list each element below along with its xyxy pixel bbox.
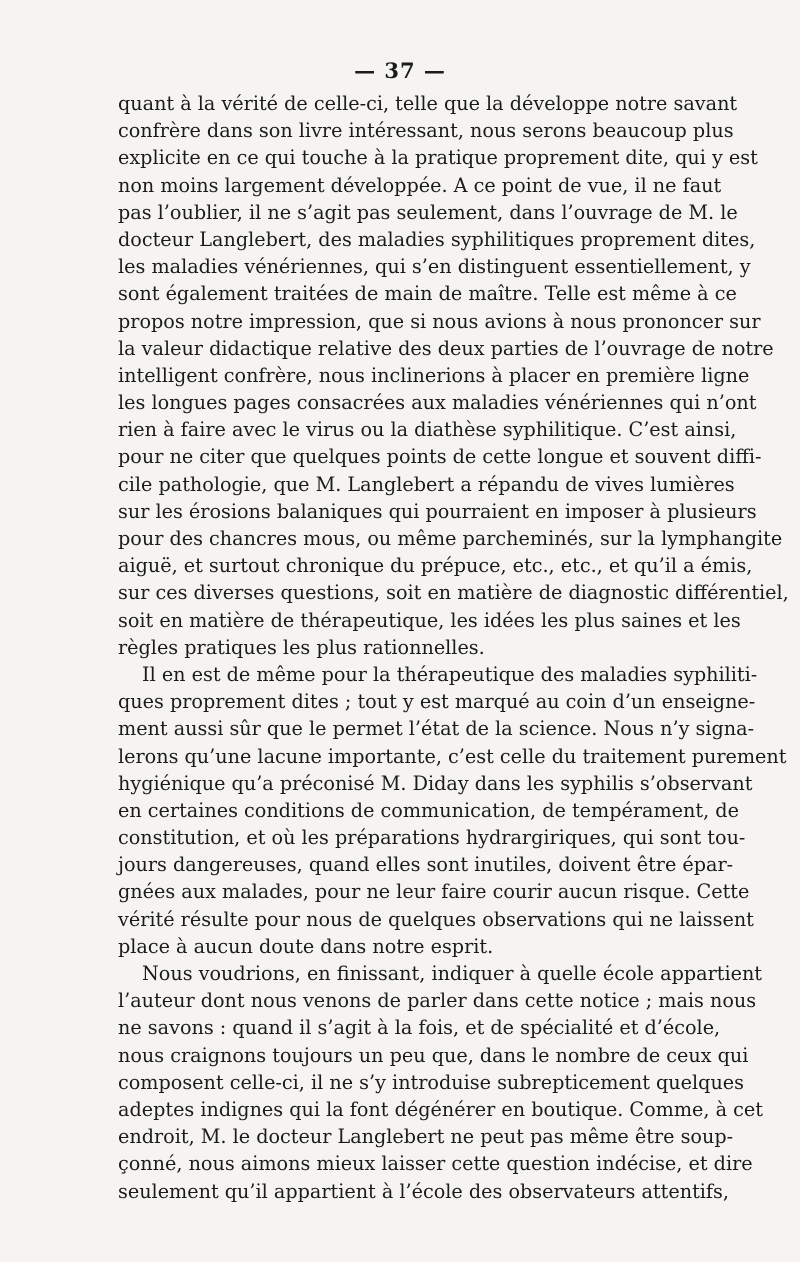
text-line: vérité résulte pour nous de quelques observations qui ne laissent bbox=[118, 907, 754, 931]
text-line: pour des chancres mous, ou même parcheminés, sur la lymphangite bbox=[118, 527, 783, 550]
text-line: ne savons : quand il s’agit à la fois, et de spécialité et d’école, bbox=[118, 1016, 721, 1040]
text-line: quant à la vérité de celle-ci, telle que la développe notre savant bbox=[118, 92, 738, 115]
text-line: endroit, M. le docteur Langlebert ne peut pas même être soup- bbox=[118, 1125, 734, 1149]
text-line: Il en est de même pour la thérapeutique des maladies syphiliti- bbox=[142, 662, 758, 686]
text-line: adeptes indignes qui la font dégénérer en boutique. Comme, à cet bbox=[118, 1097, 763, 1121]
text-line: confrère dans son livre intéressant, nous serons beaucoup plus bbox=[118, 119, 734, 143]
page-number: — 37 — bbox=[354, 58, 446, 83]
text-line: l’auteur dont nous venons de parler dans cette notice ; mais nous bbox=[118, 989, 757, 1013]
body-text bbox=[118, 90, 789, 1205]
text-line: soit en matière de thérapeutique, les idées les plus saines et les bbox=[118, 608, 741, 632]
text-line: les longues pages consacrées aux maladies vénériennes qui n’ont bbox=[118, 391, 757, 415]
text-line: rien à faire avec le virus ou la diathèse syphilitique. C’est ainsi, bbox=[118, 418, 737, 442]
text-line: explicite en ce qui touche à la pratique proprement dite, qui y est bbox=[118, 146, 758, 170]
text-line: en certaines conditions de communication, de tempérament, de bbox=[118, 798, 739, 822]
text-line: les maladies vénériennes, qui s’en distinguent essentiellement, y bbox=[118, 255, 751, 279]
text-line: seulement qu’il appartient à l’école des observateurs attentifs, bbox=[118, 1179, 729, 1203]
text-line: ques proprement dites ; tout y est marqué au coin d’un enseigne- bbox=[118, 690, 756, 714]
text-line: pour ne citer que quelques points de cette longue et souvent diffi- bbox=[118, 445, 762, 469]
text-line: hygiénique qu’a préconisé M. Diday dans les syphilis s’observant bbox=[118, 771, 753, 795]
text-line: Nous voudrions, en finissant, indiquer à quelle école appartient bbox=[142, 962, 763, 985]
text-line: ment aussi sûr que le permet l’état de la science. Nous n’y signa- bbox=[118, 717, 755, 741]
text-line: règles pratiques les plus rationnelles. bbox=[118, 635, 485, 659]
text-line: lerons qu’une lacune importante, c’est celle du traitement purement bbox=[118, 744, 787, 768]
text-line: gnées aux malades, pour ne leur faire courir aucun risque. Cette bbox=[118, 880, 750, 904]
text-line: docteur Langlebert, des maladies syphilitiques proprement dites, bbox=[118, 227, 756, 251]
text-line: sur ces diverses questions, soit en matière de diagnostic différentiel, bbox=[118, 581, 789, 605]
text-line: propos notre impression, que si nous avions à nous prononcer sur bbox=[118, 309, 761, 333]
text-line: intelligent confrère, nous inclinerions à placer en première ligne bbox=[118, 363, 750, 387]
paragraph-3 bbox=[118, 960, 763, 1205]
text-line: composent celle-ci, il ne s’y introduise subrepticement quelques bbox=[118, 1070, 745, 1094]
text-line: sur les érosions balaniques qui pourraient en imposer à plusieurs bbox=[118, 499, 757, 523]
paragraph-2 bbox=[118, 661, 787, 960]
text-line: pas l’oublier, il ne s’agit pas seulement, dans l’ouvrage de M. le bbox=[118, 200, 738, 224]
text-line: constitution, et où les préparations hydrargiriques, qui sont tou- bbox=[118, 826, 746, 850]
text-line: nous craignons toujours un peu que, dans le nombre de ceux qui bbox=[118, 1043, 749, 1067]
paragraph-1 bbox=[118, 90, 789, 661]
text-line: çonné, nous aimons mieux laisser cette question indécise, et dire bbox=[118, 1152, 753, 1176]
text-line: non moins largement développée. A ce point de vue, il ne faut bbox=[118, 173, 722, 197]
text-line: place à aucun doute dans notre esprit. bbox=[118, 934, 494, 958]
text-line: jours dangereuses, quand elles sont inutiles, doivent être épar- bbox=[118, 853, 734, 877]
text-line: aiguë, et surtout chronique du prépuce, etc., etc., et qu’il a émis, bbox=[118, 554, 753, 578]
text-line: la valeur didactique relative des deux parties de l’ouvrage de notre bbox=[118, 336, 774, 360]
text-line: cile pathologie, que M. Langlebert a répandu de vives lumières bbox=[118, 472, 735, 496]
text-line: sont également traitées de main de maître. Telle est même à ce bbox=[118, 282, 737, 306]
